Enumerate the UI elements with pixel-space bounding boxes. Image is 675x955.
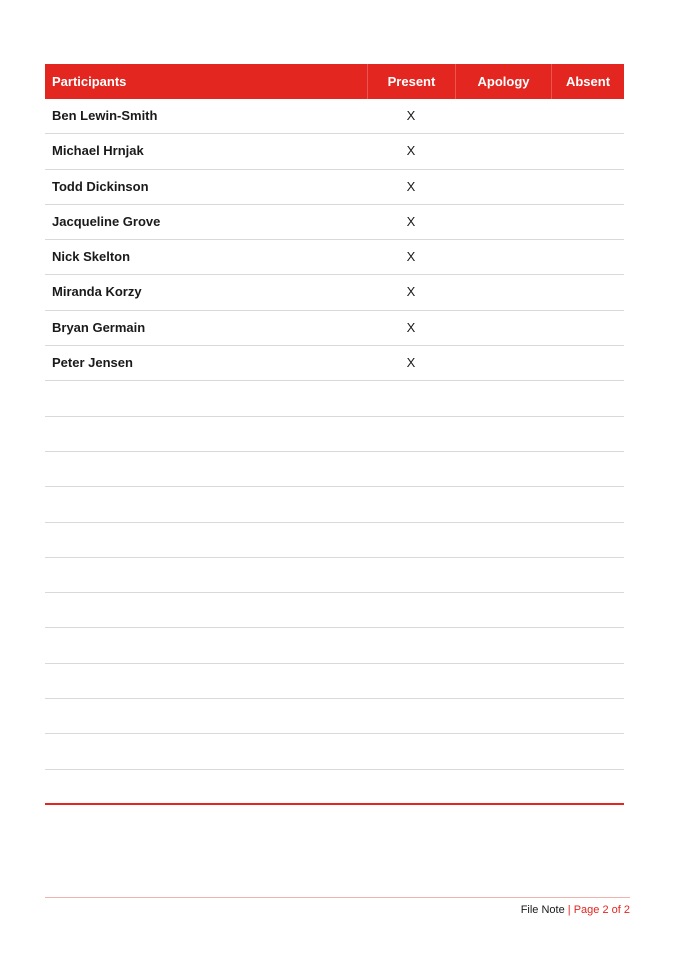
present-mark: X [406,284,416,300]
present-mark [367,381,455,415]
table-body [45,99,624,805]
absent-mark [551,487,624,521]
apology-mark [455,311,551,345]
header-apology: Apology [455,64,551,99]
present-mark: X [406,178,416,194]
table-row [45,275,624,310]
table-row [45,240,624,275]
table-row [45,558,624,593]
apology-mark [455,770,551,803]
apology-mark [455,558,551,592]
participant-name [45,523,367,557]
absent-mark [551,417,624,451]
apology-mark [455,417,551,451]
present-mark [367,593,455,627]
present-mark: X [406,319,416,335]
present-mark [367,664,455,698]
participant-name [45,452,367,486]
present-mark [367,452,455,486]
apology-mark [455,240,551,274]
apology-mark [455,275,551,309]
table-row [45,452,624,487]
table-row [45,170,624,205]
apology-mark [455,346,551,380]
absent-mark [551,381,624,415]
footer-separator: | [567,904,571,916]
present-mark [367,699,455,733]
table-row [45,487,624,522]
participant-name: Miranda Korzy [52,284,142,300]
present-mark: X [406,143,416,159]
present-mark: X [406,108,416,123]
present-mark [367,558,455,592]
table-row [45,770,624,805]
apology-mark [455,487,551,521]
page-footer [521,904,630,916]
absent-mark [551,205,624,239]
absent-mark [551,699,624,733]
apology-mark [455,134,551,168]
table-row [45,417,624,452]
absent-mark [551,523,624,557]
attendance-table [45,64,624,805]
table-row [45,99,624,134]
participant-name [45,699,367,733]
participant-name: Bryan Germain [52,319,146,335]
apology-mark [455,523,551,557]
participant-name [45,381,367,415]
absent-mark [551,275,624,309]
apology-mark [455,734,551,768]
table-row [45,628,624,663]
table-row [45,664,624,699]
participant-name: Peter Jensen [52,355,133,371]
participant-name: Nick Skelton [52,249,131,265]
participant-name [45,417,367,451]
present-mark [367,417,455,451]
present-mark [367,734,455,768]
footer-divider [45,897,630,898]
absent-mark [551,628,624,662]
table-row [45,134,624,169]
present-mark [367,628,455,662]
participant-name [45,558,367,592]
present-mark: X [406,213,416,229]
page-number: Page 2 of 2 [573,904,630,916]
table-row [45,346,624,381]
participant-name [45,628,367,662]
absent-mark [551,593,624,627]
apology-mark [455,99,551,133]
absent-mark [551,558,624,592]
table-row [45,699,624,734]
present-mark: X [406,249,416,265]
participant-name: Michael Hrnjak [52,143,144,159]
apology-mark [455,699,551,733]
participant-name [45,664,367,698]
participant-name [45,487,367,521]
absent-mark [551,99,624,133]
absent-mark [551,734,624,768]
header-participants: Participants [52,74,127,89]
absent-mark [551,346,624,380]
table-header [45,64,624,99]
table-row [45,381,624,416]
header-absent: Absent [551,64,624,99]
apology-mark [455,664,551,698]
participant-name: Jacqueline Grove [52,213,161,229]
table-row [45,593,624,628]
absent-mark [551,134,624,168]
participant-name: Todd Dickinson [52,178,149,194]
table-row [45,523,624,558]
apology-mark [455,593,551,627]
absent-mark [551,170,624,204]
absent-mark [551,452,624,486]
participant-name [45,770,367,803]
header-present: Present [367,64,455,99]
table-row [45,311,624,346]
apology-mark [455,170,551,204]
present-mark: X [406,355,416,371]
apology-mark [455,452,551,486]
table-row [45,205,624,240]
present-mark [367,523,455,557]
participant-name [45,734,367,768]
apology-mark [455,628,551,662]
footer-doc-title: File Note [520,904,565,916]
apology-mark [455,205,551,239]
table-row [45,734,624,769]
participant-name: Ben Lewin-Smith [52,108,158,123]
participant-name [45,593,367,627]
absent-mark [551,664,624,698]
absent-mark [551,770,624,803]
present-mark [367,770,455,803]
absent-mark [551,240,624,274]
apology-mark [455,381,551,415]
absent-mark [551,311,624,345]
present-mark [367,487,455,521]
